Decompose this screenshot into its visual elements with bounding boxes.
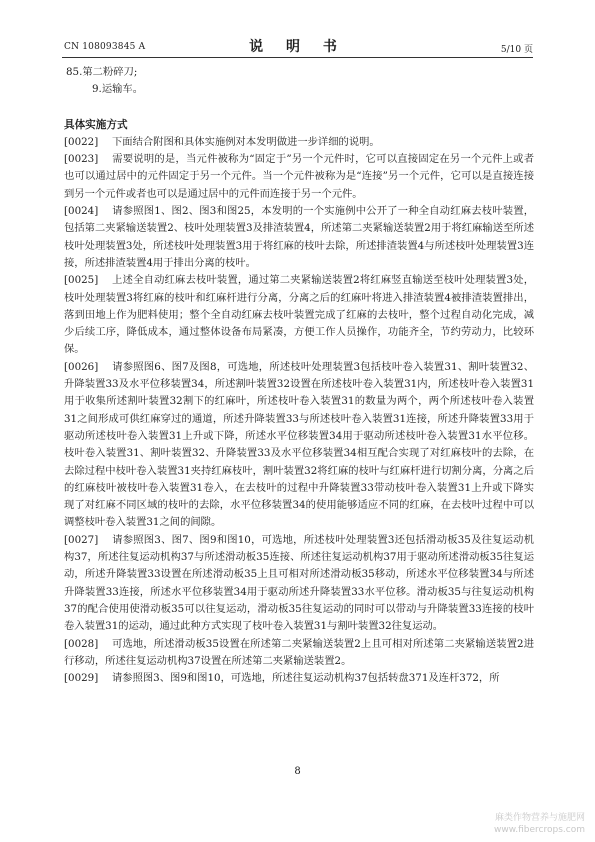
paragraph-text: 下面结合附图和具体实施例对本发明做进一步详细的说明。 [112,135,380,148]
paragraph-number: [0027] [64,533,99,546]
list-item: 85.第二粉碎刀; [66,66,138,78]
paragraph-text: 可选地，所述滑动板35设置在所述第二夹紧输送装置2上且可相对所述第二夹紧输送装置2进行移动，所述往复运动机构37设置在所述第二夹紧输送装置2。 [64,637,534,667]
list-item: 9.运输车。 [92,83,144,96]
header-divider [62,57,533,58]
paragraph-text: 请参照图3、图9和图10，可选地，所述往复运动机构37包括转盘371及连杆372，所 [112,672,500,685]
page-number: 8 [294,766,301,777]
paragraph-number: [0024] [64,205,99,218]
paragraph-number: [0022] [64,135,99,148]
paragraph-text: 上述全自动红麻去枝叶装置，通过第二夹紧输送装置2将红麻竖直输送至枝叶处理装置3处，枝叶处理装置3将红麻的枝叶和红麻杆进行分离，分离之后的红麻叶将进入排渣装置4被排渣装置排出，落到田地上作为肥料使用；整个全自动红麻去枝叶装置完成了红麻的去枝叶，整个过程自动化完成，减少后续工序，降低成本，通过整体设备布局紧凑，方便工作人员操作，功能齐全，节约劳动力，比较环保。 [64,274,534,356]
paragraph-text: 请参照图1、图2、图3和图25，本发明的一个实施例中公开了一种全自动红麻去枝叶装置，包括第二夹紧输送装置2、枝叶处理装置3及排渣装置4，所述第二夹紧输送装置2用于将红麻输送至所述枝叶处理装置3处，所述枝叶处理装置3用于将红麻的枝叶去除，所述排渣装置4与所述枝叶处理装置3连接，所述排渣装置4用于排出分离的枝叶。 [64,205,534,269]
paragraph-number: [0025] [64,274,99,287]
paragraph [64,203,534,272]
page-of-count: 5/10 页 [500,45,533,55]
paragraph-text: 需要说明的是，当元件被称为“固定于”另一个元件时，它可以直接固定在另一个元件上或者也可以通过居中的元件固定于另一个元件。当一个元件被称为是“连接”另一个元件，它可以是直接连接到另一个元件或者也可以是通过居中的元件而连接于另一个元件。 [64,153,534,200]
watermark-name: 麻类作物营养与施肥网 [494,813,585,823]
paragraph [64,272,534,358]
paragraph-text: 请参照图3、图7、图9和图10，可选地，所述枝叶处理装置3还包括滑动板35及往复运动机构37，所述往复运动机构37与所述滑动板35连接、所述往复运动机构37用于驱动所述滑动板35往复运动，所述升降装置33设置在所述滑动板35上且可相对所述滑动板35移动，所述水平位移装置34与所述升降装置33连接，所述水平位移装置34用于驱动所述升降装置33水平位移。滑动板35与往复运动机构37的配合使用使滑动板35可以往复运动，滑动板35往复运动的同时可以带动与升降装置33连接的枝叶卷入装置31的运动，通过此种方式实现了枝叶卷入装置31与割叶装置32往复运动。 [64,533,534,633]
paragraph [64,359,534,532]
page-header [62,34,533,56]
paragraph [64,532,534,636]
paragraph-number: [0029] [64,672,99,685]
section-heading: 具体实施方式 [64,118,128,131]
paragraph [64,670,534,687]
watermark-url: www.fibercrops.com [494,825,585,835]
paragraph-text: 请参照图6、图7及图8，可选地，所述枝叶处理装置3包括枝叶卷入装置31、割叶装置32、升降装置33及水平位移装置34，所述割叶装置32设置在所述枝叶卷入装置31内，所述枝叶卷入装置31用于收集所述割叶装置32割下的红麻叶，所述枝叶卷入装置31的数量为两个，两个所述枝叶卷入装置31之间形成可供红麻穿过的通道，所述升降装置33与所述枝叶卷入装置31连接，所述升降装置33用于驱动所述枝叶卷入装置31上升或下降，所述水平位移装置34用于驱动所述枝叶卷入装置31水平位移。枝叶卷入装置31、割叶装置32、升降装置33及水平位移装置34相互配合实现了对红麻枝叶的去除，在去除过程中枝叶卷入装置31夹持红麻枝叶，割叶装置32将红麻的枝叶与红麻杆进行切割分离，分离之后的红麻枝叶被枝叶卷入装置31卷入，在去枝叶的过程中升降装置33带动枝叶卷入装置31上升或下降实现了对红麻不同区域的枝叶的去除，水平位移装置34的使用能够适应不同的红麻，在去枝叶过程中可以调整枝叶卷入装置31之间的间隙。 [64,360,534,529]
site-watermark [494,812,585,836]
paragraph-number: [0028] [64,637,99,650]
paragraph [64,636,534,671]
paragraph [64,134,534,151]
document-body [64,64,534,687]
paragraph-number: [0026] [64,360,99,373]
paragraph [64,151,534,203]
document-title: 说 明 书 [249,39,346,55]
paragraph-number: [0023] [64,153,99,166]
patent-number: CN 108093845 A [64,42,146,52]
